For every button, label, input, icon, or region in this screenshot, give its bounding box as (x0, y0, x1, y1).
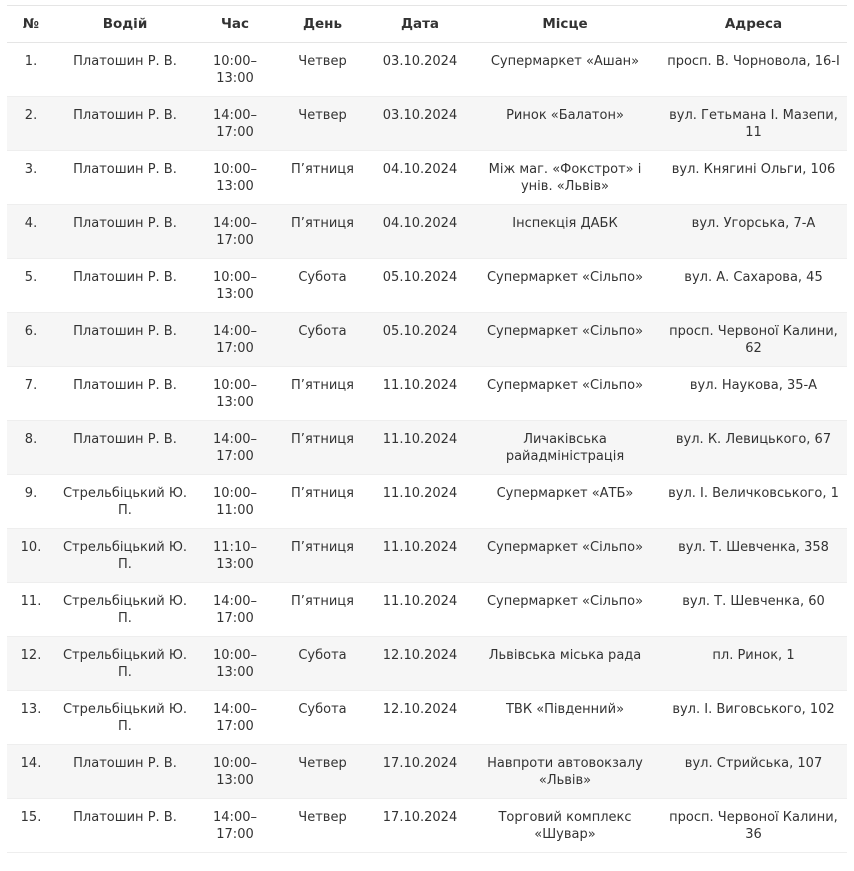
cell-place: Супермаркет «Сільпо» (470, 583, 660, 637)
cell-date: 04.10.2024 (370, 151, 470, 205)
cell-driver: Платошин Р. В. (55, 259, 195, 313)
cell-day: П’ятниця (275, 529, 370, 583)
cell-driver: Платошин Р. В. (55, 745, 195, 799)
cell-place: Навпроти автовокзалу «Львів» (470, 745, 660, 799)
cell-time: 10:00–13:00 (195, 745, 275, 799)
cell-day: Субота (275, 259, 370, 313)
header-address: Адреса (660, 6, 847, 43)
cell-address: вул. Княгині Ольги, 106 (660, 151, 847, 205)
cell-driver: Платошин Р. В. (55, 799, 195, 853)
cell-address: вул. К. Левицького, 67 (660, 421, 847, 475)
cell-number: 9. (7, 475, 55, 529)
header-place: Місце (470, 6, 660, 43)
cell-day: Четвер (275, 799, 370, 853)
cell-date: 11.10.2024 (370, 367, 470, 421)
cell-time: 14:00–17:00 (195, 799, 275, 853)
cell-place: Торговий комплекс «Шувар» (470, 799, 660, 853)
cell-number: 8. (7, 421, 55, 475)
cell-date: 11.10.2024 (370, 421, 470, 475)
cell-time: 14:00–17:00 (195, 421, 275, 475)
table-row (7, 691, 847, 745)
cell-driver: Стрельбіцький Ю. П. (55, 691, 195, 745)
cell-driver: Стрельбіцький Ю. П. (55, 475, 195, 529)
header-number: № (7, 6, 55, 43)
cell-date: 17.10.2024 (370, 745, 470, 799)
cell-number: 5. (7, 259, 55, 313)
cell-time: 10:00–13:00 (195, 367, 275, 421)
cell-driver: Платошин Р. В. (55, 313, 195, 367)
cell-address: вул. І. Виговського, 102 (660, 691, 847, 745)
table-row (7, 583, 847, 637)
cell-date: 12.10.2024 (370, 691, 470, 745)
cell-day: Четвер (275, 97, 370, 151)
cell-date: 11.10.2024 (370, 583, 470, 637)
cell-place: Супермаркет «Сільпо» (470, 313, 660, 367)
cell-place: Супермаркет «Ашан» (470, 43, 660, 97)
cell-number: 6. (7, 313, 55, 367)
header-row (7, 6, 847, 43)
cell-date: 03.10.2024 (370, 43, 470, 97)
table-row (7, 421, 847, 475)
cell-date: 03.10.2024 (370, 97, 470, 151)
cell-number: 4. (7, 205, 55, 259)
cell-address: вул. Т. Шевченка, 60 (660, 583, 847, 637)
cell-day: П’ятниця (275, 475, 370, 529)
table-row (7, 313, 847, 367)
cell-number: 1. (7, 43, 55, 97)
cell-place: Львівська міська рада (470, 637, 660, 691)
header-day: День (275, 6, 370, 43)
cell-date: 11.10.2024 (370, 475, 470, 529)
cell-number: 10. (7, 529, 55, 583)
cell-place: ТВК «Південний» (470, 691, 660, 745)
table-row (7, 259, 847, 313)
table-row (7, 529, 847, 583)
header-date: Дата (370, 6, 470, 43)
cell-number: 15. (7, 799, 55, 853)
cell-driver: Стрельбіцький Ю. П. (55, 637, 195, 691)
cell-time: 14:00–17:00 (195, 583, 275, 637)
cell-day: П’ятниця (275, 205, 370, 259)
cell-date: 05.10.2024 (370, 313, 470, 367)
table-body (7, 43, 847, 853)
cell-driver: Стрельбіцький Ю. П. (55, 529, 195, 583)
cell-driver: Платошин Р. В. (55, 367, 195, 421)
cell-date: 17.10.2024 (370, 799, 470, 853)
cell-day: Четвер (275, 43, 370, 97)
cell-address: просп. Червоної Калини, 62 (660, 313, 847, 367)
cell-date: 04.10.2024 (370, 205, 470, 259)
cell-date: 11.10.2024 (370, 529, 470, 583)
cell-address: вул. А. Сахарова, 45 (660, 259, 847, 313)
cell-day: Четвер (275, 745, 370, 799)
cell-place: Ринок «Балатон» (470, 97, 660, 151)
cell-address: вул. Стрийська, 107 (660, 745, 847, 799)
cell-address: просп. В. Чорновола, 16-І (660, 43, 847, 97)
schedule-table-wrapper (7, 5, 847, 853)
cell-day: Субота (275, 313, 370, 367)
table-row (7, 97, 847, 151)
cell-address: вул. Т. Шевченка, 358 (660, 529, 847, 583)
cell-number: 7. (7, 367, 55, 421)
cell-driver: Платошин Р. В. (55, 421, 195, 475)
table-row (7, 367, 847, 421)
cell-driver: Стрельбіцький Ю. П. (55, 583, 195, 637)
cell-day: Субота (275, 691, 370, 745)
cell-driver: Платошин Р. В. (55, 151, 195, 205)
cell-place: Супермаркет «Сільпо» (470, 529, 660, 583)
cell-number: 12. (7, 637, 55, 691)
cell-driver: Платошин Р. В. (55, 205, 195, 259)
cell-place: Між маг. «Фокстрот» і унів. «Львів» (470, 151, 660, 205)
cell-driver: Платошин Р. В. (55, 97, 195, 151)
cell-number: 11. (7, 583, 55, 637)
cell-time: 10:00–11:00 (195, 475, 275, 529)
cell-place: Супермаркет «Сільпо» (470, 367, 660, 421)
cell-time: 10:00–13:00 (195, 259, 275, 313)
cell-time: 14:00–17:00 (195, 97, 275, 151)
cell-place: Супермаркет «Сільпо» (470, 259, 660, 313)
cell-time: 10:00–13:00 (195, 151, 275, 205)
cell-day: П’ятниця (275, 421, 370, 475)
cell-time: 10:00–13:00 (195, 43, 275, 97)
cell-place: Інспекція ДАБК (470, 205, 660, 259)
cell-time: 11:10–13:00 (195, 529, 275, 583)
cell-time: 14:00–17:00 (195, 313, 275, 367)
header-driver: Водій (55, 6, 195, 43)
table-row (7, 43, 847, 97)
cell-time: 14:00–17:00 (195, 205, 275, 259)
cell-driver: Платошин Р. В. (55, 43, 195, 97)
cell-address: вул. Гетьмана І. Мазепи, 11 (660, 97, 847, 151)
cell-address: вул. Наукова, 35-А (660, 367, 847, 421)
cell-number: 3. (7, 151, 55, 205)
cell-number: 13. (7, 691, 55, 745)
table-row (7, 151, 847, 205)
header-time: Час (195, 6, 275, 43)
cell-address: вул. І. Величковського, 1 (660, 475, 847, 529)
table-row (7, 799, 847, 853)
cell-day: Субота (275, 637, 370, 691)
cell-date: 05.10.2024 (370, 259, 470, 313)
cell-time: 14:00–17:00 (195, 691, 275, 745)
cell-date: 12.10.2024 (370, 637, 470, 691)
cell-address: вул. Угорська, 7-А (660, 205, 847, 259)
cell-address: просп. Червоної Калини, 36 (660, 799, 847, 853)
cell-day: П’ятниця (275, 151, 370, 205)
cell-day: П’ятниця (275, 367, 370, 421)
cell-number: 14. (7, 745, 55, 799)
cell-place: Супермаркет «АТБ» (470, 475, 660, 529)
cell-time: 10:00–13:00 (195, 637, 275, 691)
table-row (7, 745, 847, 799)
table-header (7, 6, 847, 43)
table-row (7, 475, 847, 529)
schedule-table (7, 5, 847, 853)
table-row (7, 205, 847, 259)
cell-address: пл. Ринок, 1 (660, 637, 847, 691)
cell-day: П’ятниця (275, 583, 370, 637)
cell-place: Личаківська райадміністрація (470, 421, 660, 475)
table-row (7, 637, 847, 691)
cell-number: 2. (7, 97, 55, 151)
